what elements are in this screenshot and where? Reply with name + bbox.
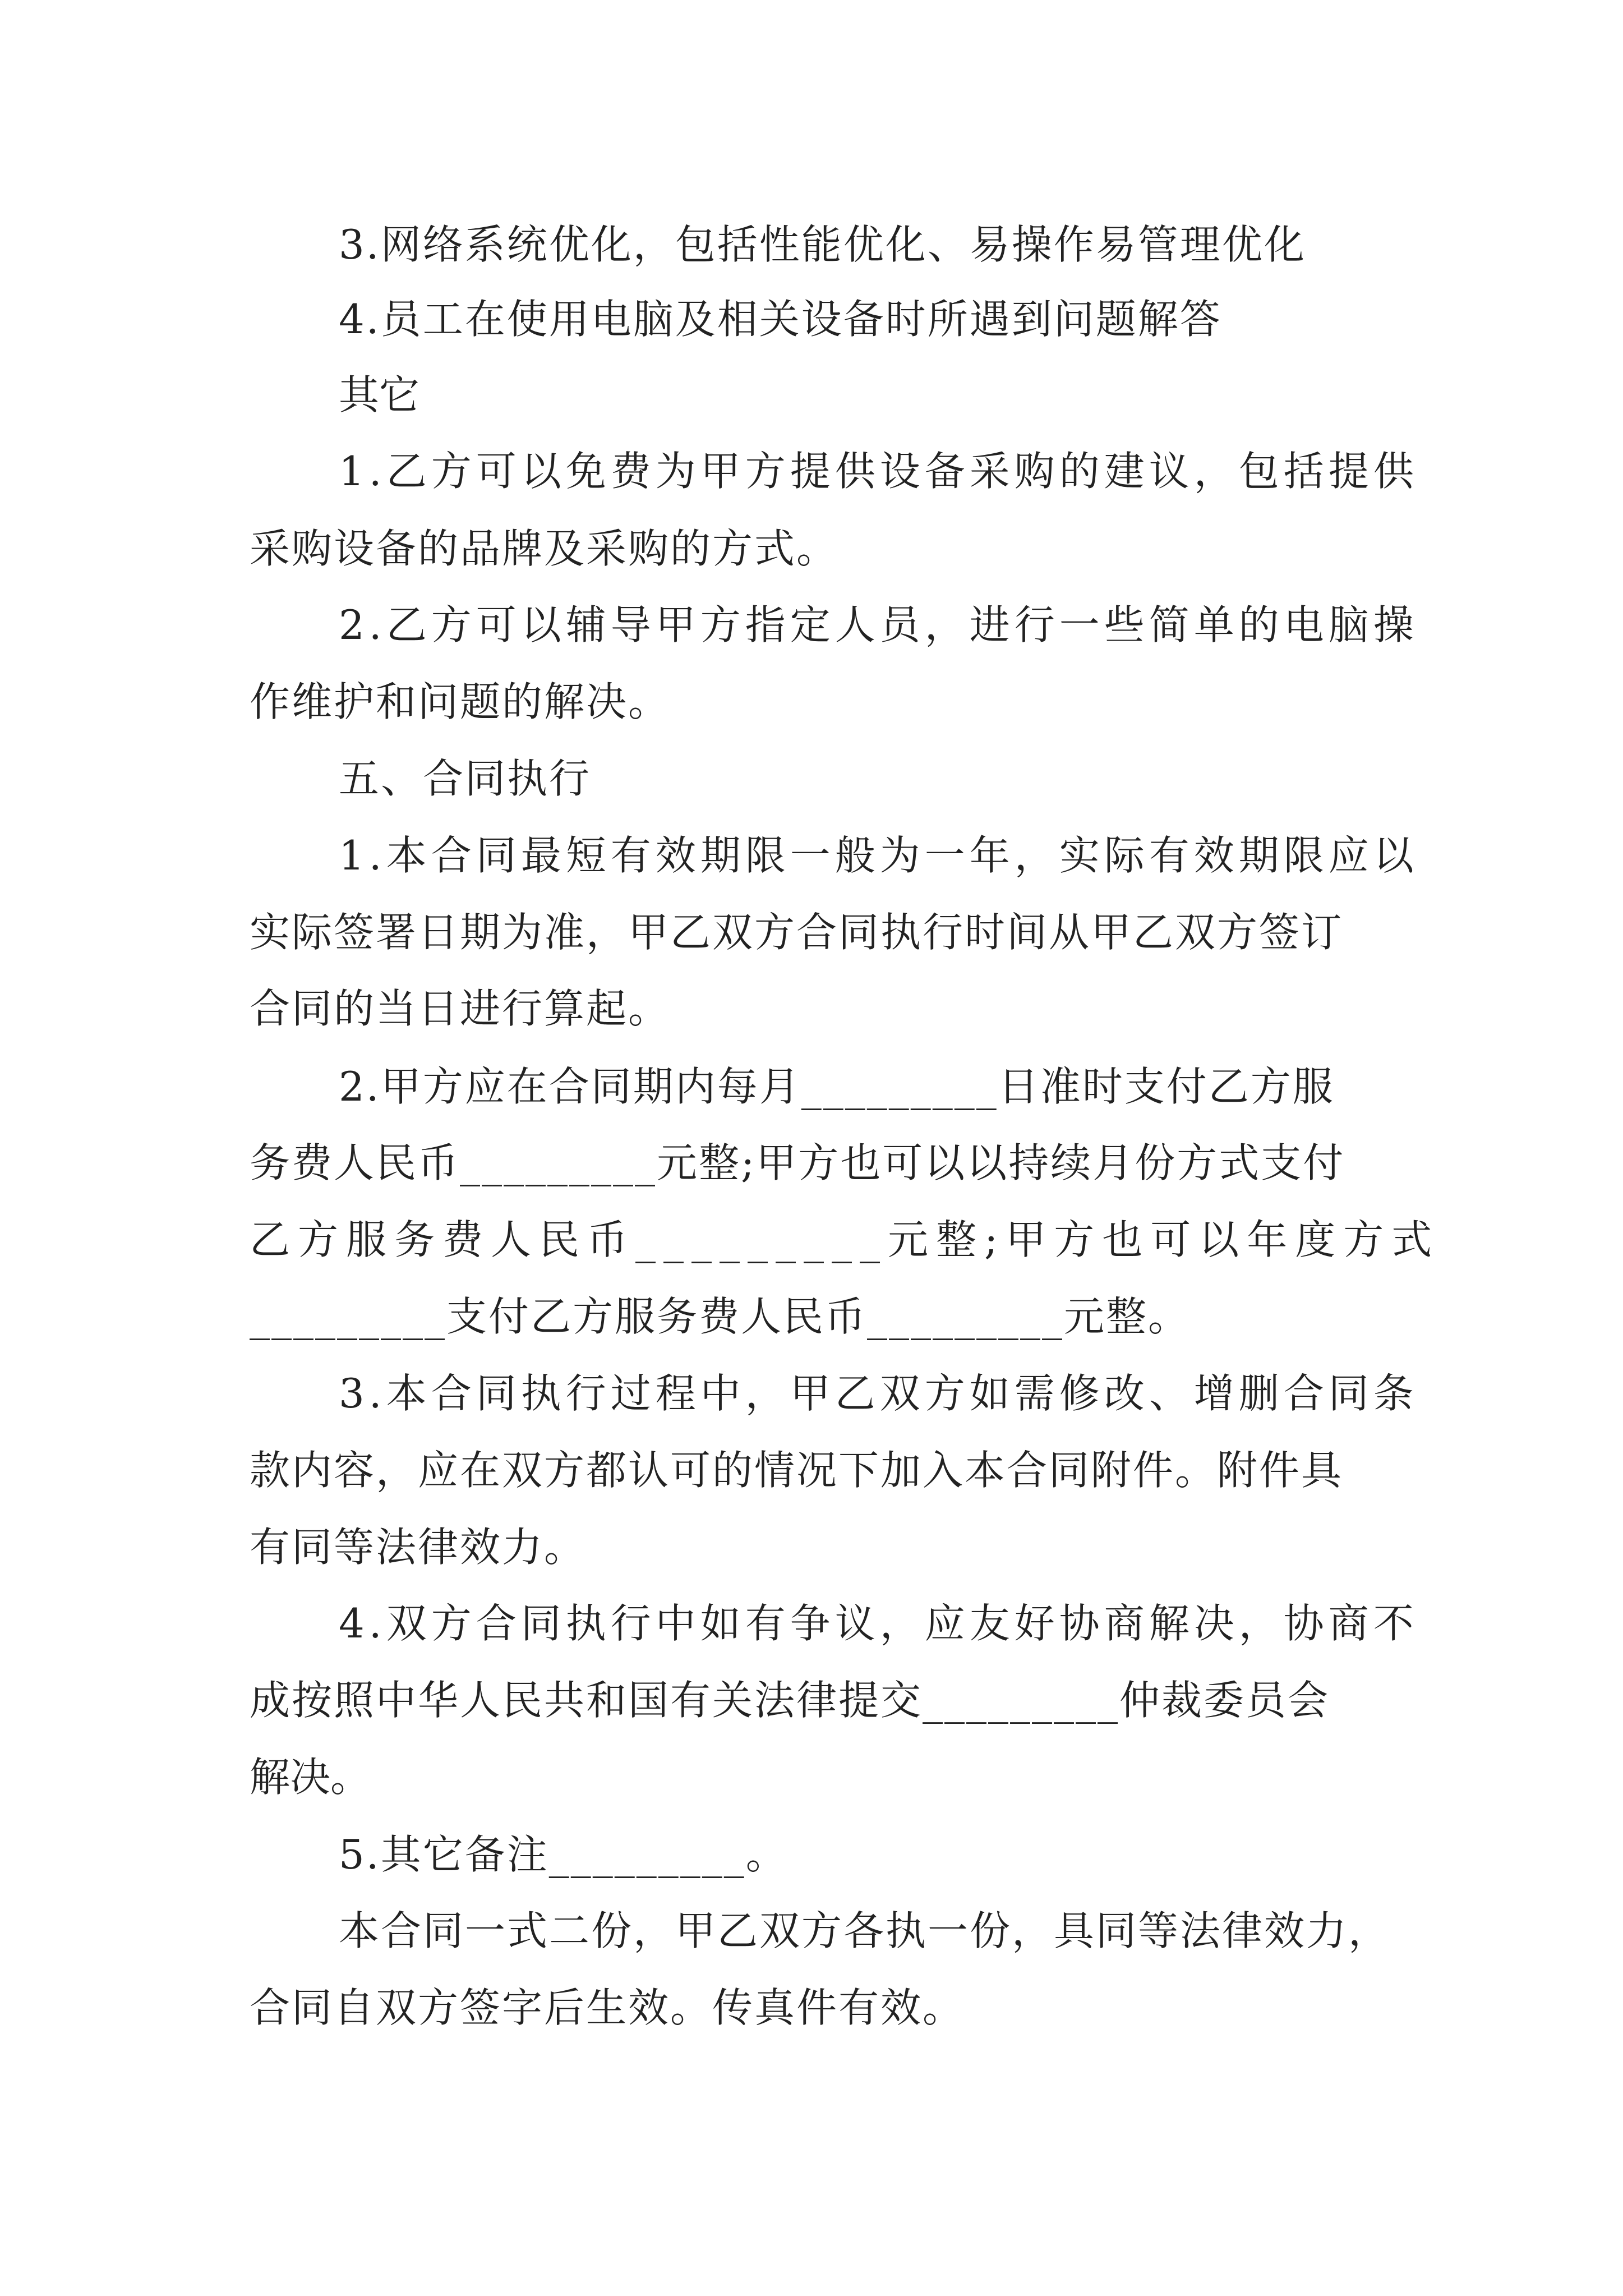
other-item-1-line-1: 1.乙方可以免费为甲方提供设备采购的建议，包括提供	[339, 448, 1418, 495]
section-heading-other: 其它	[339, 371, 420, 418]
clause-4-3-network-optimization: 3.网络系统优化，包括性能优化、易操作易管理优化	[339, 221, 1306, 268]
execution-item-2-line-1: 2.甲方应在合同期内每月_________日准时支付乙方服	[339, 1063, 1335, 1110]
execution-item-4-line-3: 解决。	[250, 1754, 371, 1801]
execution-item-1-line-3: 合同的当日进行算起。	[250, 985, 671, 1032]
clause-4-4-employee-support: 4.员工在使用电脑及相关设备时所遇到问题解答	[339, 296, 1222, 343]
execution-item-2-line-4: _________支付乙方服务费人民币_________元整。	[250, 1293, 1191, 1340]
execution-item-4-line-2: 成按照中华人民共和国有关法律提交_________仲裁委员会	[250, 1677, 1330, 1724]
execution-item-3-line-3: 有同等法律效力。	[250, 1524, 587, 1571]
execution-item-3-line-2: 款内容，应在双方都认可的情况下加入本合同附件。附件具	[250, 1447, 1344, 1494]
execution-item-3-line-1: 3.本合同执行过程中，甲乙双方如需修改、增删合同条	[339, 1370, 1418, 1417]
execution-item-1-line-1: 1.本合同最短有效期限一般为一年，实际有效期限应以	[339, 832, 1418, 879]
execution-item-1-line-2: 实际签署日期为准，甲乙双方合同执行时间从甲乙双方签订	[250, 909, 1344, 956]
execution-item-5: 5.其它备注_________。	[339, 1831, 788, 1878]
closing-paragraph-line-1: 本合同一式二份，甲乙双方各执一份，具同等法律效力，	[339, 1907, 1391, 1954]
other-item-2-line-2: 作维护和问题的解决。	[250, 678, 671, 725]
execution-item-2-line-2: 务费人民币_________元整;甲方也可以以持续月份方式支付	[250, 1139, 1345, 1186]
other-item-1-line-2: 采购设备的品牌及采购的方式。	[250, 525, 839, 572]
execution-item-2-line-3: 乙方服务费人民币_________元整;甲方也可以年度方式	[250, 1216, 1440, 1263]
closing-paragraph-line-2: 合同自双方签字后生效。传真件有效。	[250, 1984, 965, 2031]
section-heading-contract-execution: 五、合同执行	[339, 755, 592, 802]
other-item-2-line-1: 2.乙方可以辅导甲方指定人员，进行一些简单的电脑操	[339, 601, 1418, 648]
execution-item-4-line-1: 4.双方合同执行中如有争议，应友好协商解决，协商不	[339, 1600, 1418, 1647]
